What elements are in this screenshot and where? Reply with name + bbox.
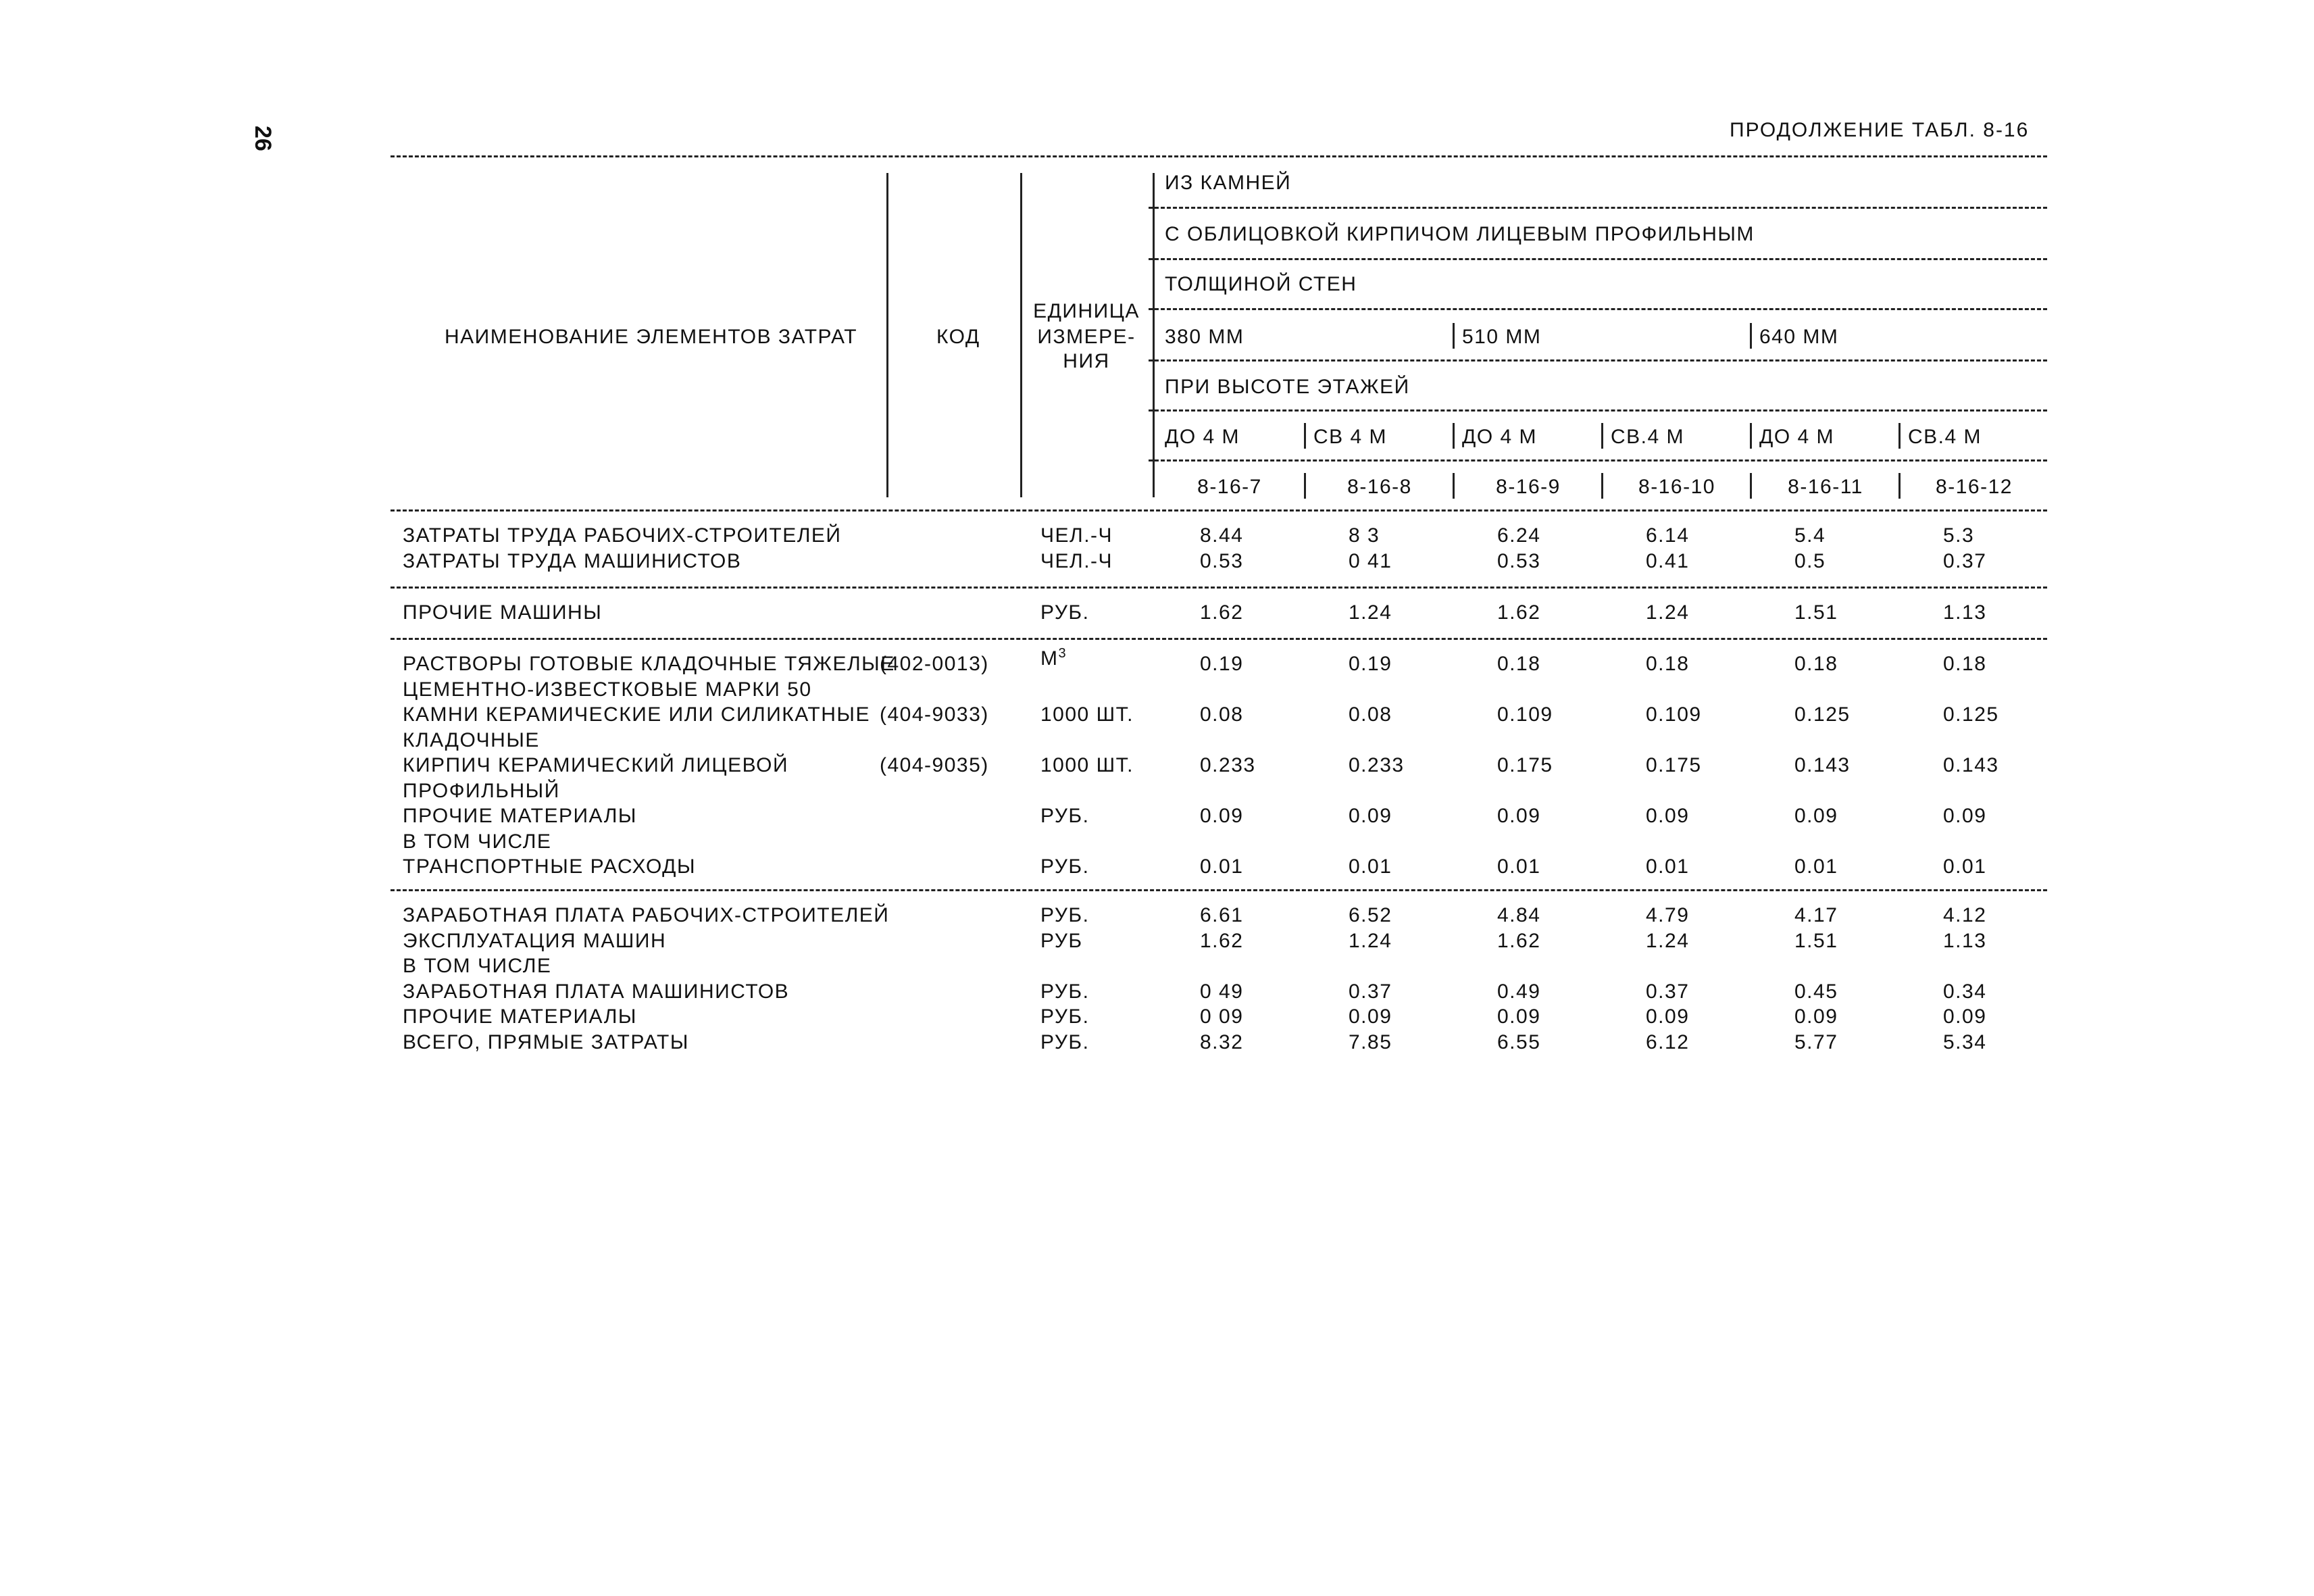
- row-value: 5.34: [1943, 1030, 1987, 1053]
- row-value: 0.233: [1200, 754, 1256, 776]
- row-value: 1.62: [1200, 929, 1244, 952]
- row-value: 0.34: [1943, 980, 1987, 1003]
- row-resource-code: (404-9033): [880, 703, 989, 726]
- row-name: ЗАРАБОТНАЯ ПЛАТА МАШИНИСТОВ: [403, 980, 790, 1003]
- header-rule: [1149, 308, 2047, 310]
- header-norm-code: 8-16-8: [1347, 476, 1412, 498]
- row-value: 0.09: [1794, 805, 1838, 827]
- row-value: 0.18: [1794, 653, 1838, 675]
- header-norm-code: 8-16-7: [1197, 476, 1262, 498]
- header-bottom-rule: [391, 509, 2047, 512]
- row-value: 0.09: [1349, 1005, 1392, 1028]
- row-value: 0.53: [1497, 549, 1541, 572]
- row-value: 4.79: [1646, 904, 1690, 926]
- row-value: 0.09: [1943, 805, 1987, 827]
- header-height: ДО 4 М: [1462, 426, 1537, 448]
- row-value: 0.175: [1646, 754, 1702, 776]
- row-value: 6.12: [1646, 1030, 1690, 1053]
- header-name-column: НАИМЕНОВАНИЕ ЭЛЕМЕНТОВ ЗАТРАТ: [445, 326, 858, 348]
- row-value: 1.24: [1646, 929, 1690, 952]
- row-unit: ЧЕЛ.-Ч: [1040, 549, 1113, 572]
- row-value: 0.45: [1794, 980, 1838, 1003]
- height-separator: [1453, 423, 1455, 449]
- row-value: 5.3: [1943, 524, 1975, 547]
- row-value: 1.62: [1497, 601, 1541, 624]
- row-value: 6.52: [1349, 904, 1392, 926]
- row-value: 0.09: [1646, 805, 1690, 827]
- header-rule: [1149, 459, 2047, 462]
- row-unit: РУБ.: [1040, 980, 1090, 1003]
- row-value: 4.84: [1497, 904, 1541, 926]
- row-value: 0.09: [1943, 1005, 1987, 1028]
- row-value: 0.18: [1943, 653, 1987, 675]
- row-unit: РУБ.: [1040, 1005, 1090, 1028]
- row-value: 1.13: [1943, 929, 1987, 952]
- height-separator: [1898, 423, 1901, 449]
- row-name: ЭКСПЛУАТАЦИЯ МАШИН: [403, 929, 667, 952]
- header-norm-code: 8-16-12: [1936, 476, 2013, 498]
- row-value: 0.18: [1646, 653, 1690, 675]
- row-name: В ТОМ ЧИСЛЕ: [403, 830, 552, 853]
- row-value: 5.77: [1794, 1030, 1838, 1053]
- row-value: 1.62: [1200, 601, 1244, 624]
- row-value: 6.55: [1497, 1030, 1541, 1053]
- header-level-material: ИЗ КАМНЕЙ: [1165, 172, 1292, 194]
- row-value: 0.5: [1794, 549, 1826, 572]
- row-unit: РУБ: [1040, 929, 1083, 952]
- section-rule: [391, 638, 2047, 640]
- row-value: 0 09: [1200, 1005, 1244, 1028]
- row-value: 0.01: [1943, 855, 1987, 878]
- row-resource-code: (402-0013): [880, 653, 989, 675]
- row-value: 6.61: [1200, 904, 1244, 926]
- section-rule: [391, 889, 2047, 891]
- row-value: 0.09: [1794, 1005, 1838, 1028]
- row-value: 7.85: [1349, 1030, 1392, 1053]
- header-rule: [1149, 409, 2047, 412]
- code-separator: [1304, 473, 1306, 499]
- row-value: 1.24: [1349, 601, 1392, 624]
- row-value: 0 41: [1349, 549, 1392, 572]
- row-unit: РУБ.: [1040, 805, 1090, 827]
- row-value: 0.109: [1497, 703, 1553, 726]
- row-value: 0.01: [1200, 855, 1244, 878]
- header-unit-line-2: ИЗМЕРЕ-: [1037, 326, 1136, 348]
- row-name: ВСЕГО, ПРЯМЫЕ ЗАТРАТЫ: [403, 1030, 689, 1053]
- row-name: В ТОМ ЧИСЛЕ: [403, 955, 552, 977]
- header-norm-code: 8-16-11: [1788, 476, 1863, 498]
- row-value: 1.51: [1794, 929, 1838, 952]
- row-value: 1.51: [1794, 601, 1838, 624]
- row-value: 0.08: [1200, 703, 1244, 726]
- header-code-column: КОД: [936, 326, 980, 348]
- row-value: 0.125: [1943, 703, 1999, 726]
- row-value: 0.143: [1943, 754, 1999, 776]
- header-separator: [1153, 173, 1155, 497]
- row-value: 0.143: [1794, 754, 1851, 776]
- row-unit: 1000 ШТ.: [1040, 754, 1134, 776]
- row-unit: РУБ.: [1040, 904, 1090, 926]
- row-name: ЗАТРАТЫ ТРУДА РАБОЧИХ-СТРОИТЕЛЕЙ: [403, 524, 842, 547]
- row-value: 4.12: [1943, 904, 1987, 926]
- row-value: 0.37: [1943, 549, 1987, 572]
- header-height: СВ 4 М: [1313, 426, 1388, 448]
- row-value: 4.17: [1794, 904, 1838, 926]
- section-rule: [391, 587, 2047, 589]
- header-height: СВ.4 М: [1908, 426, 1982, 448]
- row-value: 0.09: [1497, 805, 1541, 827]
- code-separator: [1601, 473, 1603, 499]
- row-value: 0.01: [1794, 855, 1838, 878]
- row-value: 0.09: [1349, 805, 1392, 827]
- header-thickness-640: 640 ММ: [1759, 326, 1839, 348]
- row-value: 0.49: [1497, 980, 1541, 1003]
- header-norm-code: 8-16-9: [1496, 476, 1561, 498]
- row-value: 5.4: [1794, 524, 1826, 547]
- page-number: 26: [250, 126, 276, 151]
- row-value: 8 3: [1349, 524, 1380, 547]
- row-value: 1.13: [1943, 601, 1987, 624]
- row-value: 0.01: [1349, 855, 1392, 878]
- row-value: 0.09: [1200, 805, 1244, 827]
- code-separator: [1898, 473, 1901, 499]
- row-value: 6.14: [1646, 524, 1690, 547]
- table-continuation-title: ПРОДОЛЖЕНИЕ ТАБЛ. 8-16: [1730, 119, 2030, 141]
- header-unit-line-3: НИЯ: [1063, 350, 1110, 372]
- header-norm-code: 8-16-10: [1638, 476, 1715, 498]
- row-unit: ЧЕЛ.-Ч: [1040, 524, 1113, 547]
- row-value: 0.09: [1646, 1005, 1690, 1028]
- row-unit: РУБ.: [1040, 855, 1090, 878]
- thickness-separator: [1750, 323, 1752, 349]
- row-name: ПРОЧИЕ МАТЕРИАЛЫ: [403, 805, 637, 827]
- row-value: 0.175: [1497, 754, 1553, 776]
- row-name: РАСТВОРЫ ГОТОВЫЕ КЛАДОЧНЫЕ ТЯЖЕЛЫЕ: [403, 653, 895, 675]
- row-value: 0.41: [1646, 549, 1690, 572]
- header-rule: [1149, 258, 2047, 260]
- row-value: 0.53: [1200, 549, 1244, 572]
- row-name: ЗАРАБОТНАЯ ПЛАТА РАБОЧИХ-СТРОИТЕЛЕЙ: [403, 904, 890, 926]
- row-value: 0.37: [1646, 980, 1690, 1003]
- row-value: 0.125: [1794, 703, 1851, 726]
- header-thickness-510: 510 ММ: [1462, 326, 1542, 348]
- row-unit: 1000 ШТ.: [1040, 703, 1134, 726]
- header-rule: [1149, 207, 2047, 209]
- row-name: КЛАДОЧНЫЕ: [403, 728, 540, 751]
- code-separator: [1750, 473, 1752, 499]
- unit-superscript: 3: [1058, 646, 1067, 661]
- row-name: КИРПИЧ КЕРАМИЧЕСКИЙ ЛИЦЕВОЙ: [403, 754, 789, 776]
- row-value: 1.24: [1646, 601, 1690, 624]
- code-separator: [1453, 473, 1455, 499]
- row-resource-code: (404-9035): [880, 754, 989, 776]
- header-unit-line-1: ЕДИНИЦА: [1033, 300, 1140, 322]
- row-value: 0.01: [1646, 855, 1690, 878]
- row-value: 1.62: [1497, 929, 1541, 952]
- header-level-facing: С ОБЛИЦОВКОЙ КИРПИЧОМ ЛИЦЕВЫМ ПРОФИЛЬНЫМ: [1165, 223, 1755, 245]
- header-level-thickness: ТОЛЩИНОЙ СТЕН: [1165, 273, 1357, 295]
- row-value: 0 49: [1200, 980, 1244, 1003]
- header-rule: [1149, 359, 2047, 361]
- row-value: 0.19: [1349, 653, 1392, 675]
- row-value: 1.24: [1349, 929, 1392, 952]
- row-value: 6.24: [1497, 524, 1541, 547]
- header-separator: [886, 173, 888, 497]
- row-name: ЗАТРАТЫ ТРУДА МАШИНИСТОВ: [403, 549, 742, 572]
- row-value: 0.09: [1497, 1005, 1541, 1028]
- row-unit: $М^3$: [1040, 646, 1067, 670]
- row-name: КАМНИ КЕРАМИЧЕСКИЕ ИЛИ СИЛИКАТНЫЕ: [403, 703, 870, 726]
- row-name: ПРОЧИЕ МАТЕРИАЛЫ: [403, 1005, 637, 1028]
- row-value: 8.44: [1200, 524, 1244, 547]
- row-name: ТРАНСПОРТНЫЕ РАСХОДЫ: [403, 855, 697, 878]
- row-name: ПРОФИЛЬНЫЙ: [403, 779, 560, 802]
- height-separator: [1601, 423, 1603, 449]
- row-value: 0.08: [1349, 703, 1392, 726]
- header-level-heights: ПРИ ВЫСОТЕ ЭТАЖЕЙ: [1165, 376, 1410, 398]
- header-separator: [1020, 173, 1022, 497]
- row-value: 0.109: [1646, 703, 1702, 726]
- row-value: 0.233: [1349, 754, 1405, 776]
- row-value: 0.01: [1497, 855, 1541, 878]
- row-unit: РУБ.: [1040, 601, 1090, 624]
- row-value: 0.18: [1497, 653, 1541, 675]
- row-name: ЦЕМЕНТНО-ИЗВЕСТКОВЫЕ МАРКИ 50: [403, 678, 812, 701]
- header-thickness-380: 380 ММ: [1165, 326, 1244, 348]
- thickness-separator: [1453, 323, 1455, 349]
- row-unit: РУБ.: [1040, 1030, 1090, 1053]
- row-name: ПРОЧИЕ МАШИНЫ: [403, 601, 603, 624]
- height-separator: [1304, 423, 1306, 449]
- header-height: СВ.4 М: [1611, 426, 1685, 448]
- row-value: 0.19: [1200, 653, 1244, 675]
- row-value: 0.37: [1349, 980, 1392, 1003]
- header-height: ДО 4 М: [1165, 426, 1240, 448]
- height-separator: [1750, 423, 1752, 449]
- header-height: ДО 4 М: [1759, 426, 1834, 448]
- header-top-rule: [391, 155, 2047, 157]
- row-value: 8.32: [1200, 1030, 1244, 1053]
